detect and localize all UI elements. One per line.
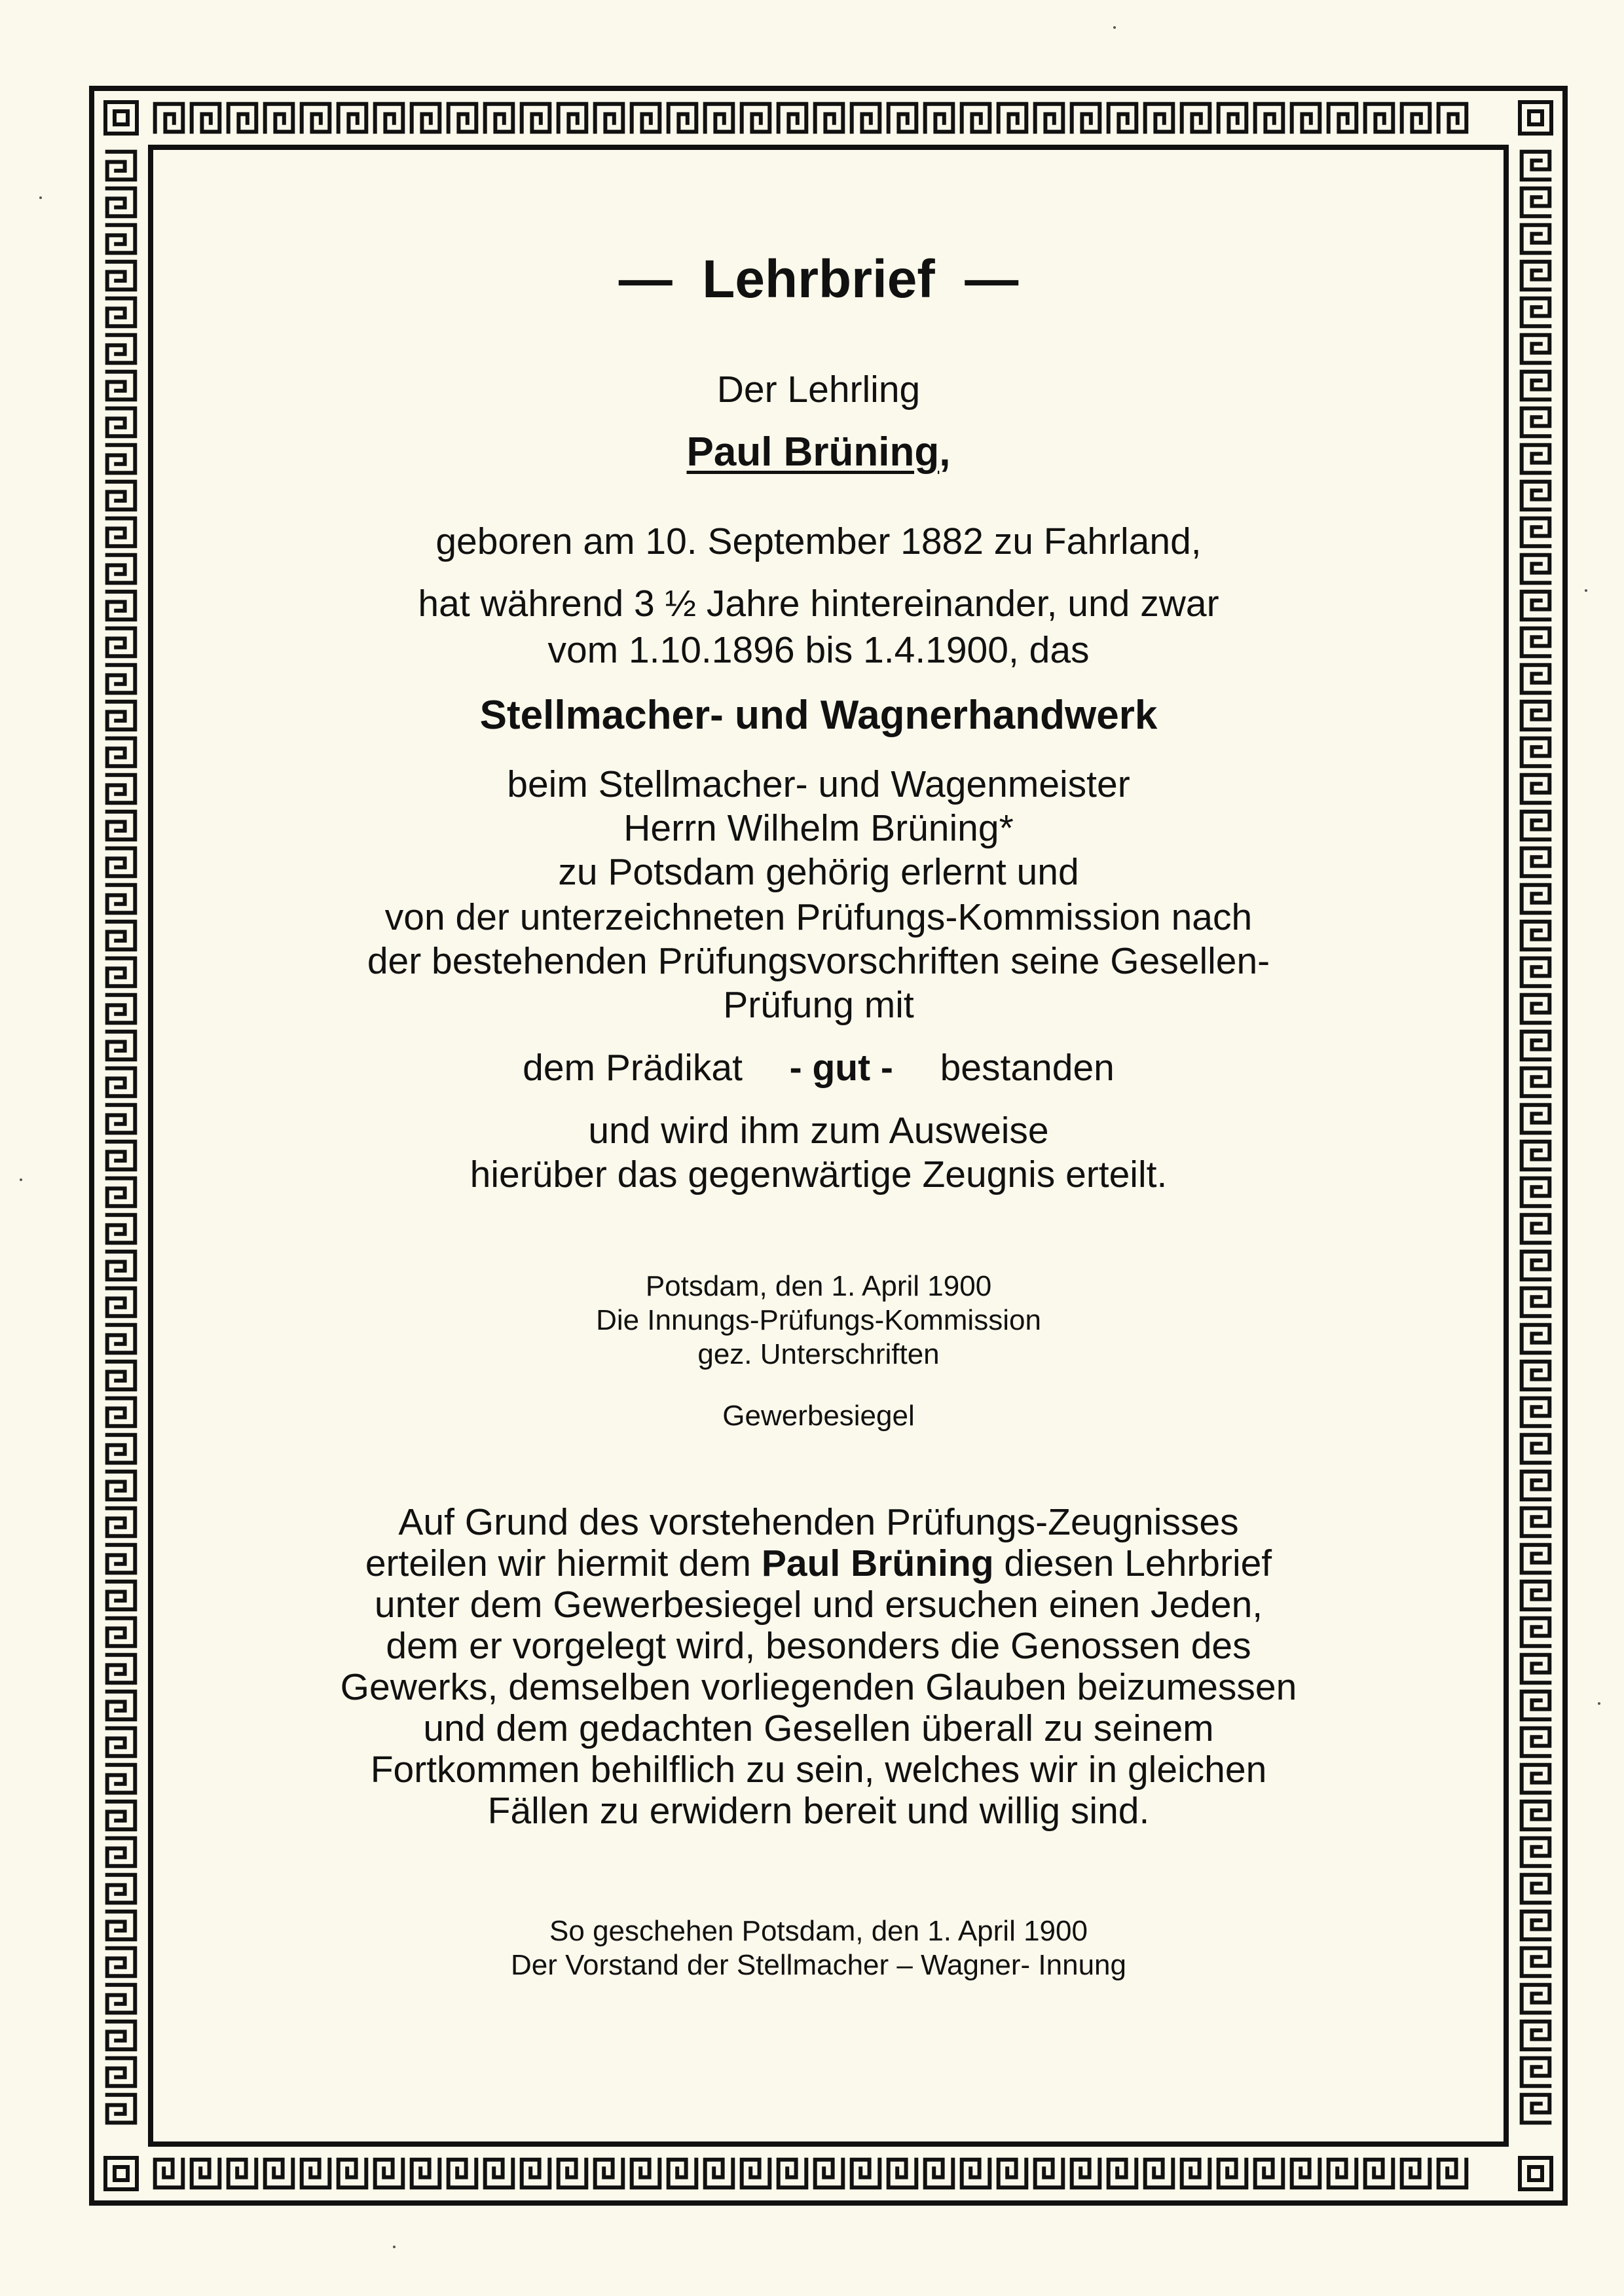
border-key-motif	[1522, 372, 1550, 400]
border-key-motif	[107, 2022, 136, 2050]
border-key-motif	[1329, 2160, 1357, 2188]
border-key-motif	[742, 104, 770, 132]
place-date-1: Potsdam, den 1. April 1900	[645, 1270, 992, 1302]
master-line-1: beim Stellmacher- und Wagenmeister	[507, 763, 1130, 805]
border-key-motif	[925, 2160, 953, 2188]
trade-name: Stellmacher- und Wagnerhandwerk	[479, 693, 1158, 738]
border-key-motif	[559, 104, 587, 132]
border-key-motif	[107, 1472, 136, 1500]
paper-speck	[1113, 26, 1116, 29]
border-key-motif	[1329, 104, 1357, 132]
paper-speck	[20, 1178, 22, 1181]
border-key-motif	[1522, 958, 1550, 987]
border-key-motif	[107, 1765, 136, 1793]
border-key-motif	[1522, 1435, 1550, 1463]
border-key-motif	[107, 152, 136, 180]
border-corner	[1520, 2158, 1551, 2189]
border-key-motif	[107, 1545, 136, 1573]
border-key-motif	[107, 592, 136, 620]
border-key-motif	[339, 104, 367, 132]
border-key-motif	[412, 2160, 440, 2188]
border-key-motif	[1365, 104, 1393, 132]
border-key-motif	[1522, 225, 1550, 253]
border-key-motif	[107, 1692, 136, 1720]
border-key-motif	[1522, 848, 1550, 877]
border-key-motif	[107, 445, 136, 473]
border-key-motif	[449, 104, 477, 132]
border-key-motif	[889, 104, 917, 132]
border-key-motif	[107, 262, 136, 290]
border-key-motif	[107, 775, 136, 803]
paper-speck	[393, 2246, 396, 2248]
birth-line: geboren am 10. September 1882 zu Fahrland,	[435, 520, 1202, 562]
border-key-motif	[1522, 1288, 1550, 1317]
border-key-motif	[107, 372, 136, 400]
border-key-motif	[107, 885, 136, 913]
border-key-motif	[1522, 152, 1550, 180]
border-key-motif	[1522, 592, 1550, 620]
border-key-motif	[107, 812, 136, 840]
border-key-motif	[1522, 1398, 1550, 1427]
border-corner-inner	[1529, 2167, 1542, 2180]
border-key-motif	[595, 104, 623, 132]
border-key-motif	[962, 104, 990, 132]
border-key-motif	[107, 409, 136, 437]
border-key-motif	[107, 2058, 136, 2086]
border-key-motif	[705, 2160, 733, 2188]
border-key-motif	[1522, 922, 1550, 950]
border-key-motif	[155, 104, 183, 132]
border-key-motif	[1522, 738, 1550, 767]
border-key-motif	[1182, 2160, 1210, 2188]
border-key-motif	[1109, 104, 1137, 132]
border-key-motif	[1522, 629, 1550, 657]
border-key-motif	[742, 2160, 770, 2188]
border-key-motif	[852, 2160, 880, 2188]
border-key-motif	[1522, 409, 1550, 437]
border-key-motif	[107, 1948, 136, 1977]
border-key-motif	[1072, 104, 1100, 132]
paper-speck	[1598, 1702, 1600, 1705]
closing-line-1: So geschehen Potsdam, den 1. April 1900	[549, 1915, 1088, 1947]
border-key-motif	[1292, 2160, 1320, 2188]
border-key-motif	[107, 1178, 136, 1207]
border-key-motif	[107, 1985, 136, 2013]
exam-line-3: Prüfung mit	[723, 984, 914, 1026]
border-key-motif	[107, 1508, 136, 1537]
border-key-motif	[1522, 1215, 1550, 1243]
body-line-2	[164, 1542, 1473, 1585]
border-key-motif	[1522, 1655, 1550, 1683]
border-key-motif	[962, 2160, 990, 2188]
border-key-motif	[1522, 1838, 1550, 1867]
border-key-motif	[485, 104, 513, 132]
border-key-motif	[1109, 2160, 1137, 2188]
body-line-6: und dem gedachten Gesellen überall zu seinem	[423, 1707, 1214, 1749]
border-key-motif	[302, 2160, 330, 2188]
border-key-motif	[107, 702, 136, 730]
border-key-motif	[595, 2160, 623, 2188]
border-key-motif	[107, 1398, 136, 1427]
border-key-motif	[1182, 104, 1210, 132]
border-key-motif	[779, 104, 807, 132]
border-key-motif	[229, 104, 257, 132]
border-key-motif	[1522, 1178, 1550, 1207]
border-key-motif	[1522, 1985, 1550, 2013]
border-key-motif	[107, 2095, 136, 2123]
border-key-motif	[1522, 885, 1550, 913]
border-key-motif	[1522, 775, 1550, 803]
border-key-motif	[1522, 995, 1550, 1023]
border-key-motif	[107, 1215, 136, 1243]
border-key-motif	[1522, 665, 1550, 693]
paper-speck	[1585, 589, 1587, 592]
border-key-motif	[107, 1838, 136, 1867]
border-key-motif	[229, 2160, 257, 2188]
border-key-motif	[999, 2160, 1027, 2188]
border-key-motif	[1035, 2160, 1063, 2188]
border-key-motif	[1522, 1912, 1550, 1940]
border-key-motif	[522, 104, 550, 132]
commission-name: Die Innungs-Prüfungs-Kommission	[596, 1304, 1041, 1336]
border-key-motif	[107, 1875, 136, 1903]
border-key-motif	[1522, 1508, 1550, 1537]
border-key-motif	[265, 2160, 293, 2188]
border-key-motif	[1035, 104, 1063, 132]
border-key-motif	[1522, 2058, 1550, 2086]
border-key-motif	[1522, 812, 1550, 840]
body-line-1: Auf Grund des vorstehenden Prüfungs-Zeugnisses	[398, 1501, 1239, 1543]
border-key-motif	[999, 104, 1027, 132]
border-corner	[105, 2158, 137, 2189]
border-key-motif	[1219, 2160, 1247, 2188]
title-text: Lehrbrief	[702, 249, 935, 309]
border-key-motif	[1522, 1582, 1550, 1610]
border-key-motif	[1522, 2095, 1550, 2123]
body-line-3: unter dem Gewerbesiegel und ersuchen einen Jeden,	[374, 1584, 1263, 1626]
title-dash-right: —	[965, 249, 1019, 309]
border-key-motif	[485, 2160, 513, 2188]
border-key-motif	[632, 104, 660, 132]
border-key-motif	[107, 1618, 136, 1647]
border-key-motif	[1522, 1765, 1550, 1793]
border-key-motif	[1522, 335, 1550, 363]
border-key-motif	[412, 104, 440, 132]
border-corner-inner	[115, 2167, 128, 2180]
border-key-motif	[107, 555, 136, 583]
body-line-2c: diesen Lehrbrief	[1004, 1542, 1272, 1584]
border-key-motif	[107, 1105, 136, 1133]
border-key-motif	[1522, 1948, 1550, 1977]
border-key-motif	[1522, 1875, 1550, 1903]
border-key-motif	[889, 2160, 917, 2188]
border-key-motif	[1522, 2022, 1550, 2050]
border-key-motif	[1439, 2160, 1467, 2188]
grade-suffix: bestanden	[940, 1047, 1115, 1089]
border-key-motif	[522, 2160, 550, 2188]
border-key-motif	[107, 848, 136, 877]
border-key-motif	[669, 2160, 697, 2188]
border-key-motif	[107, 738, 136, 767]
master-line-3: zu Potsdam gehörig erlernt und	[558, 851, 1079, 893]
border-key-motif	[107, 1728, 136, 1757]
seal-note: Gewerbesiegel	[722, 1400, 915, 1432]
border-key-motif	[1072, 2160, 1100, 2188]
border-key-motif	[1219, 104, 1247, 132]
border-key-motif	[1522, 299, 1550, 327]
body-line-7: Fortkommen behilflich zu sein, welches wir in gleichen	[370, 1749, 1267, 1791]
border-key-motif	[107, 1802, 136, 1830]
border-key-motif	[1522, 1728, 1550, 1757]
border-key-motif	[449, 2160, 477, 2188]
border-key-motif	[1145, 104, 1173, 132]
border-key-motif	[1402, 2160, 1430, 2188]
body-apprentice-name: Paul Brüning	[761, 1542, 994, 1584]
exam-line-1: von der unterzeichneten Prüfungs-Kommission nach	[384, 896, 1253, 938]
border-key-motif	[1522, 1692, 1550, 1720]
border-key-motif	[1522, 1472, 1550, 1500]
border-key-motif	[815, 104, 843, 132]
border-key-motif	[925, 104, 953, 132]
border-key-motif	[107, 1068, 136, 1097]
border-key-motif	[107, 1362, 136, 1390]
border-corner-inner	[1529, 111, 1542, 124]
border-key-motif	[1522, 519, 1550, 547]
border-key-motif	[1522, 1032, 1550, 1060]
border-key-motif	[1522, 1618, 1550, 1647]
title-dash-left: —	[618, 249, 673, 309]
name-comma: ,	[939, 429, 951, 475]
border-key-motif	[107, 995, 136, 1023]
border-key-motif	[107, 922, 136, 950]
body-line-2a: erteilen wir hiermit dem	[365, 1542, 752, 1584]
border-key-motif	[107, 225, 136, 253]
border-key-motif	[779, 2160, 807, 2188]
border-key-motif	[1522, 1068, 1550, 1097]
border-key-motif	[107, 299, 136, 327]
apprentice-name-text: Paul Brüning	[686, 429, 940, 475]
border-key-motif	[669, 104, 697, 132]
border-key-motif	[107, 629, 136, 657]
border-key-motif	[107, 1325, 136, 1353]
border-key-motif	[107, 1655, 136, 1683]
border-key-motif	[1439, 104, 1467, 132]
border-key-motif	[107, 1582, 136, 1610]
border-corner-inner	[115, 111, 128, 124]
certificate-line-2: hierüber das gegenwärtige Zeugnis erteilt.	[470, 1154, 1168, 1195]
border-key-motif	[107, 1912, 136, 1940]
intro-text: Der Lehrling	[716, 369, 921, 410]
duration-line-2: vom 1.10.1896 bis 1.4.1900, das	[547, 629, 1090, 671]
border-key-motif	[107, 1288, 136, 1317]
grade-prefix: dem Prädikat	[523, 1047, 743, 1089]
certificate-line-1: und wird ihm zum Ausweise	[588, 1110, 1049, 1152]
border-key-motif	[1255, 104, 1283, 132]
border-key-motif	[1522, 1545, 1550, 1573]
border-key-motif	[1292, 104, 1320, 132]
signatures-note: gez. Unterschriften	[697, 1338, 940, 1370]
border-key-motif	[107, 1032, 136, 1060]
border-key-motif	[192, 104, 220, 132]
border-key-motif	[815, 2160, 843, 2188]
border-key-motif	[1365, 2160, 1393, 2188]
body-line-4: dem er vorgelegt wird, besonders die Genossen des	[386, 1625, 1251, 1667]
border-key-motif	[1522, 702, 1550, 730]
border-key-motif	[1522, 482, 1550, 510]
closing-line-2: Der Vorstand der Stellmacher – Wagner- Innung	[511, 1949, 1126, 1981]
border-key-motif	[1522, 1802, 1550, 1830]
border-key-motif	[192, 2160, 220, 2188]
body-line-5: Gewerks, demselben vorliegenden Glauben beizumessen	[340, 1666, 1297, 1708]
border-key-motif	[265, 104, 293, 132]
border-key-motif	[1402, 104, 1430, 132]
border-key-motif	[107, 958, 136, 987]
border-key-motif	[107, 519, 136, 547]
duration-line-1: hat während 3 ½ Jahre hintereinander, und zwar	[418, 583, 1219, 625]
border-key-motif	[1522, 555, 1550, 583]
border-key-motif	[107, 335, 136, 363]
paper-speck	[39, 196, 42, 199]
border-key-motif	[107, 189, 136, 217]
border-key-motif	[1522, 1142, 1550, 1170]
border-key-motif	[1522, 1252, 1550, 1280]
grade-line	[164, 1046, 1473, 1089]
border-key-motif	[1145, 2160, 1173, 2188]
border-key-motif	[1522, 1362, 1550, 1390]
border-key-motif	[302, 104, 330, 132]
border-key-motif	[1522, 189, 1550, 217]
border-key-motif	[1522, 445, 1550, 473]
border-key-motif	[107, 1252, 136, 1280]
border-key-motif	[107, 665, 136, 693]
border-key-motif	[155, 2160, 183, 2188]
border-key-motif	[107, 482, 136, 510]
border-key-motif	[375, 104, 403, 132]
grade-value: - gut -	[789, 1047, 893, 1089]
border-key-motif	[705, 104, 733, 132]
border-key-motif	[559, 2160, 587, 2188]
border-key-motif	[339, 2160, 367, 2188]
border-key-motif	[1522, 262, 1550, 290]
border-key-motif	[375, 2160, 403, 2188]
apprentice-name	[164, 429, 1473, 475]
border-key-motif	[107, 1435, 136, 1463]
document-title	[164, 249, 1473, 310]
exam-line-2: der bestehenden Prüfungsvorschriften seine Gesellen-	[367, 940, 1270, 982]
border-key-motif	[852, 104, 880, 132]
border-corner	[1520, 102, 1551, 134]
border-key-motif	[107, 1142, 136, 1170]
border-key-motif	[1522, 1325, 1550, 1353]
border-key-motif	[632, 2160, 660, 2188]
border-key-motif	[1522, 1105, 1550, 1133]
border-corner	[105, 102, 137, 134]
body-line-8: Fällen zu erwidern bereit und willig sind.	[487, 1790, 1150, 1832]
master-line-2: Herrn Wilhelm Brüning*	[623, 807, 1014, 849]
border-key-motif	[1255, 2160, 1283, 2188]
